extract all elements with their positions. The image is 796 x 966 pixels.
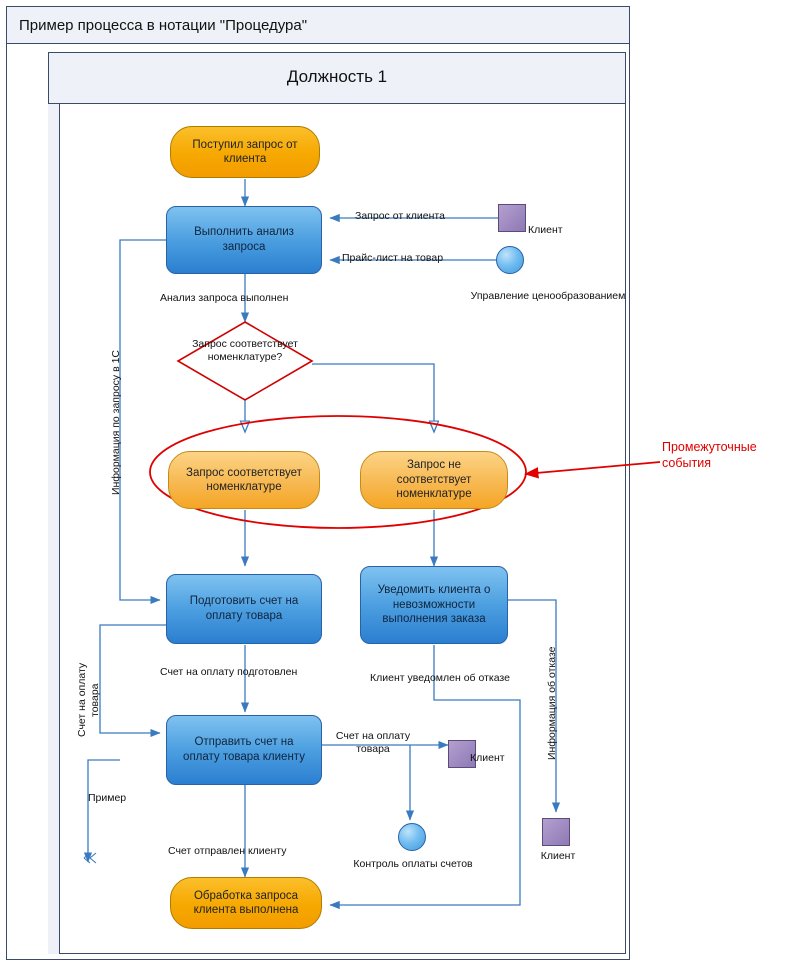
- flow-label-refusal-info: Информация об отказе: [546, 646, 558, 760]
- flow-label-example: Пример: [88, 792, 127, 804]
- actor-client-bottom-label: Клиент: [540, 850, 576, 862]
- page-title: Пример процесса в нотации "Процедура": [19, 17, 308, 34]
- actor-client-top-icon[interactable]: [498, 204, 526, 232]
- intermediate-event-nomatch[interactable]: Запрос не соответствует номенклатуре: [360, 451, 508, 509]
- flow-label-price-list: Прайс-лист на товар: [342, 252, 444, 264]
- annotation-leader-line: [525, 462, 660, 474]
- flow-label-analysis-done: Анализ запроса выполнен: [160, 292, 289, 304]
- actor-client-top-label: Клиент: [528, 224, 563, 236]
- flow-label-invoice-prepared: Счет на оплату подготовлен: [160, 666, 298, 678]
- actor-pricing-icon[interactable]: [496, 246, 524, 274]
- flow-label-invoice-doc-left: Счет на оплату товара: [76, 662, 102, 738]
- intermediate-event-match[interactable]: Запрос соответствует номенклатуре: [168, 451, 320, 509]
- actor-pricing-label: Управление ценообразованием: [470, 290, 626, 302]
- flow-label-info-1c: Информация по запросу в 1С: [110, 349, 122, 495]
- annotation-intermediate-events: Промежуточные события: [662, 440, 757, 470]
- flow-label-invoice-sent: Счет отправлен клиенту: [168, 845, 287, 857]
- task-analyze-request[interactable]: Выполнить анализ запроса: [166, 206, 322, 274]
- flow-label-request-from-client: Запрос от клиента: [355, 210, 445, 222]
- task-send-invoice[interactable]: Отправить счет на оплату товара клиенту: [166, 715, 322, 785]
- start-event[interactable]: Поступил запрос от клиента: [170, 126, 320, 178]
- actor-payment-control-label: Контроль оплаты счетов: [353, 858, 473, 870]
- task-notify-client[interactable]: Уведомить клиента о невозможности выполнения заказа: [360, 566, 508, 644]
- gateway-label: Запрос соответствует номенклатуре?: [192, 338, 298, 363]
- actor-client-mid-label: Клиент: [470, 752, 505, 764]
- pool-title: Должность 1: [286, 67, 388, 86]
- actor-payment-control-icon[interactable]: [398, 823, 426, 851]
- flow-label-client-notified: Клиент уведомлен об отказе: [370, 672, 510, 684]
- task-prepare-invoice[interactable]: Подготовить счет на оплату товара: [166, 574, 322, 644]
- actor-client-bottom-icon[interactable]: [542, 818, 570, 846]
- flow-label-invoice-doc-mid: Счет на оплату товара: [335, 730, 411, 756]
- end-event[interactable]: Обработка запроса клиента выполнена: [170, 877, 322, 929]
